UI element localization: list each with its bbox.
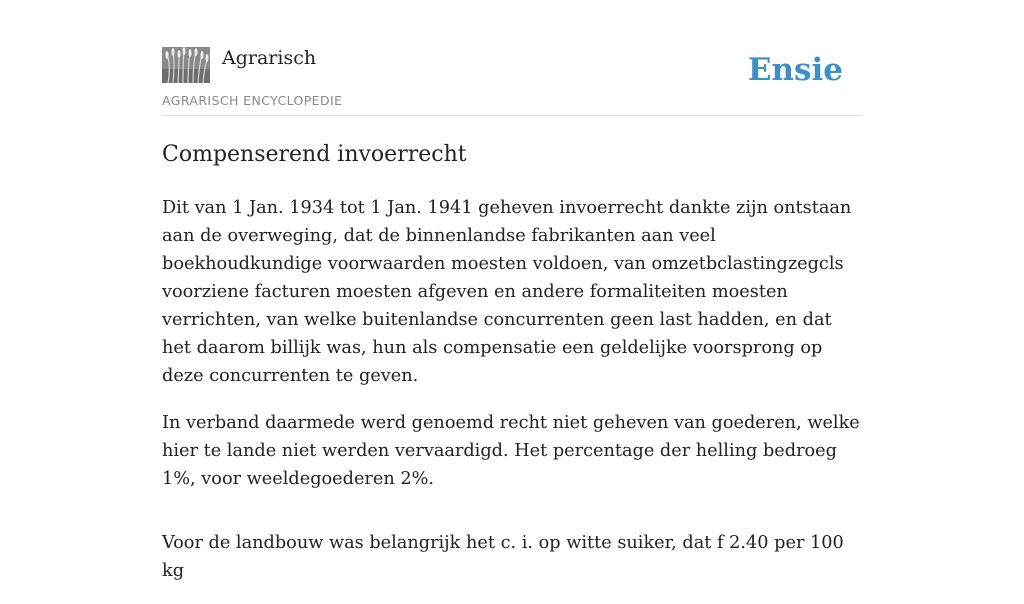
brand-logo[interactable]: Ensie <box>747 52 843 88</box>
article-paragraph: Voor de landbouw was belangrijk het c. i. op witte suiker, dat f 2.40 per 100 kg <box>162 533 844 581</box>
article-paragraph: In verband daarmede werd genoemd recht niet geheven van goederen, welke hier te lande niet werden vervaardigd. Het percentage der helling bedroeg 1%, voor weeldegoederen 2%. <box>162 413 860 489</box>
site-header <box>162 46 862 116</box>
article-paragraph: Dit van 1 Jan. 1934 tot 1 Jan. 1941 geheven invoerrecht dankte zijn ontstaan aan de overweging, dat de binnenlandse fabrikanten aan veel boekhoudkundige voorwaarden moesten voldoen, van omzetbclastingzegcls voorziene facturen moesten afgeven en andere formaliteiten moesten verrichten, van welke buitenlandse concurrenten geen last hadden, en dat het daarom billijk was, hun als compensatie een geldelijke voorsprong op deze concurrenten te geven. <box>162 198 852 386</box>
site-subtitle: AGRARISCH ENCYCLOPEDIE <box>162 93 343 108</box>
article-title: Compenserend invoerrecht <box>162 142 467 167</box>
wheat-logo-icon[interactable] <box>162 47 210 83</box>
article <box>162 140 864 604</box>
header-divider <box>162 115 862 116</box>
site-name[interactable]: Agrarisch <box>222 47 317 69</box>
